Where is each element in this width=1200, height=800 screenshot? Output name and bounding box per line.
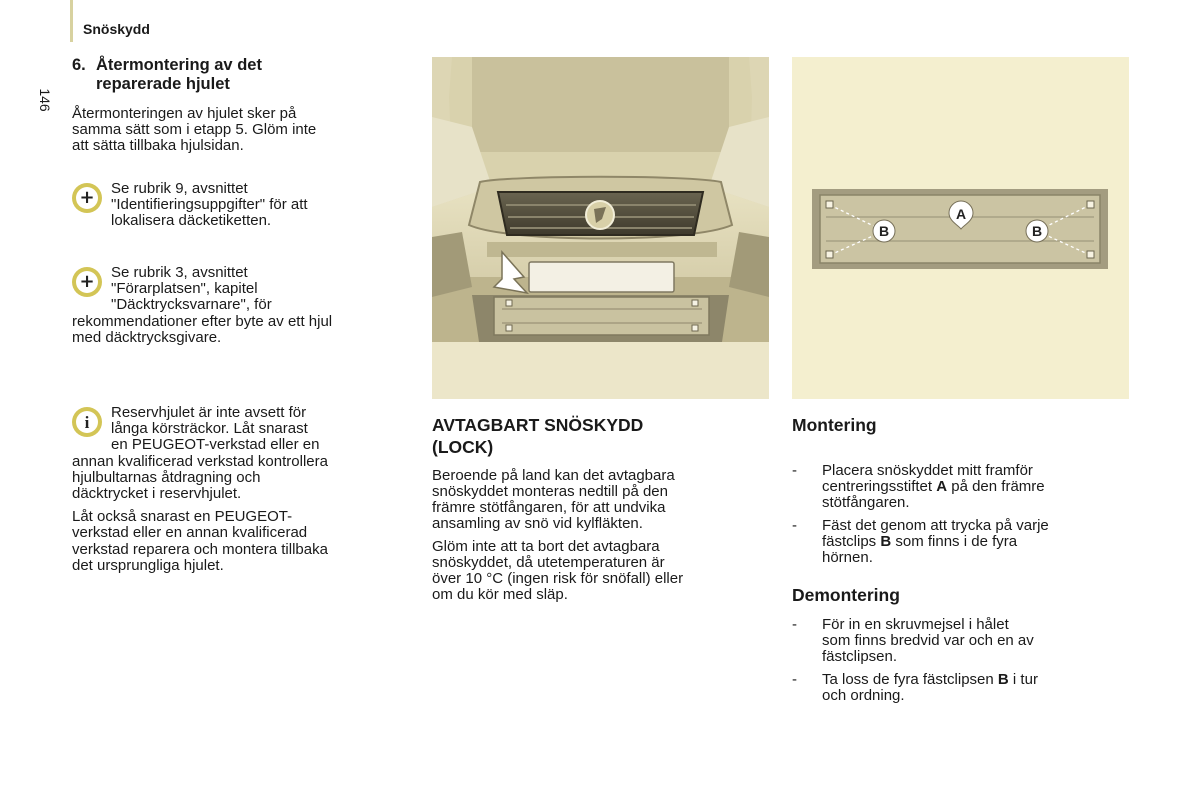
demontering-list	[792, 617, 1132, 710]
dash-marker: -	[792, 670, 797, 688]
text-line: fästclipsen.	[822, 648, 898, 666]
label-b-left: B	[878, 223, 890, 239]
text-line: som finns bredvid var och en av	[822, 632, 1034, 650]
text-line: snöskyddet, då utetemperaturen är	[432, 554, 665, 571]
page-number: 146	[37, 88, 53, 112]
dash-marker: -	[792, 516, 797, 534]
montering-heading: Montering	[792, 415, 877, 435]
text-line: långa körsträckor. Låt snarast	[111, 420, 308, 438]
text-line: Placera snöskyddet mitt framför	[822, 462, 1033, 479]
van-front-illustration	[432, 57, 769, 399]
text-line: stötfångaren.	[822, 494, 910, 512]
step-text	[822, 672, 1132, 704]
heading-line-2: reparerade hjulet	[96, 75, 230, 93]
intro-paragraph	[72, 106, 412, 154]
step-text	[822, 617, 1132, 666]
text-line: Återmonteringen av hjulet sker på	[72, 105, 297, 122]
text-line: om du kör med släp.	[432, 586, 568, 603]
snow-shield-detail-illustration	[792, 57, 1129, 399]
part-label: B	[880, 532, 892, 550]
text-line: rekommendationer efter byte av ett hjul	[72, 312, 333, 330]
text-line: Låt också snarast en PEUGEOT-	[72, 508, 293, 526]
montering-step	[792, 463, 1132, 512]
part-label: A	[936, 478, 948, 496]
text-line: det ursprungliga hjulet.	[72, 556, 224, 574]
note-identification	[72, 181, 412, 230]
text-line: snöskyddet monteras nedtill på den	[432, 483, 668, 500]
text-line: samma sätt som i etapp 5. Glöm inte	[72, 121, 317, 138]
text-line: främre stötfångaren, för att undvika	[432, 499, 666, 516]
montering-list	[792, 463, 1132, 572]
section-header: Snöskydd	[83, 21, 150, 37]
text-line: hörnen.	[822, 549, 873, 567]
label-b-left-marker	[873, 220, 895, 242]
text-line: verkstad eller en annan kvalificerad	[72, 524, 308, 542]
van-front-drawing	[432, 57, 769, 399]
part-label: B	[997, 670, 1009, 688]
text-line: "Däcktrycksvarnare", för	[111, 296, 272, 314]
note-spare-wheel	[72, 405, 412, 574]
dash-marker: -	[792, 616, 797, 633]
text-line: verkstad reparera och montera tillbaka	[72, 540, 328, 558]
text-line: Se rubrik 9, avsnittet	[111, 180, 248, 197]
text-line: en PEUGEOT-verkstad eller en	[111, 436, 320, 454]
snow-shield-paragraph-1	[432, 468, 772, 532]
snow-shield-paragraph-2	[432, 539, 772, 603]
label-b-right-marker	[1026, 220, 1048, 242]
demontering-step	[792, 617, 1132, 666]
text-line: fästclips B som finns i de fyra	[822, 532, 1018, 550]
removable-snow-shield-title	[432, 414, 772, 458]
heading-number: 6.	[72, 56, 86, 74]
dash-marker: -	[792, 462, 797, 479]
text-line: hjulbultarnas åtdragning och	[72, 468, 261, 486]
text-line: Fäst det genom att trycka på varje	[822, 516, 1049, 534]
text-line: För in en skruvmejsel i hålet	[822, 616, 1009, 633]
demontering-heading: Demontering	[792, 585, 900, 605]
text-line: ansamling av snö vid kylfläkten.	[432, 515, 643, 532]
section-6-heading	[72, 56, 412, 94]
plus-icon: +	[72, 267, 102, 297]
step-text	[822, 518, 1132, 567]
note-tyre-pressure	[72, 265, 412, 346]
header-accent-bar	[70, 0, 73, 42]
title-line-1: AVTAGBART SNÖSKYDD	[432, 415, 644, 435]
demontering-step	[792, 672, 1132, 704]
text-line: att sätta tillbaka hjulsidan.	[72, 137, 244, 154]
label-a: A	[955, 206, 967, 222]
text-line: centreringsstiftet A på den främre	[822, 478, 1045, 496]
text-line: annan kvalificerad verkstad kontrollera	[72, 452, 328, 470]
text-line: över 10 °C (ingen risk för snöfall) eller	[432, 570, 684, 587]
montering-step	[792, 518, 1132, 567]
text-line: Beroende på land kan det avtagbara	[432, 467, 675, 484]
text-line: Se rubrik 3, avsnittet	[111, 264, 248, 281]
text-line: Glöm inte att ta bort det avtagbara	[432, 538, 660, 555]
text-line: och ordning.	[822, 686, 905, 704]
text-line: "Förarplatsen", kapitel	[111, 280, 258, 298]
text-line: Reservhjulet är inte avsett för	[111, 404, 307, 421]
text-line: Ta loss de fyra fästclipsen B i tur	[822, 670, 1038, 688]
text-line: med däcktrycksgivare.	[72, 328, 222, 346]
text-line: "Identifieringsuppgifter" för att	[111, 196, 308, 214]
step-text	[822, 463, 1132, 512]
info-icon: i	[72, 407, 102, 437]
snow-shield-diagram	[792, 57, 1129, 399]
title-line-2: (LOCK)	[432, 437, 494, 457]
plus-icon: +	[72, 183, 102, 213]
text-line: däcktrycket i reservhjulet.	[72, 485, 242, 503]
heading-line-1: Återmontering av det	[96, 56, 262, 74]
text-line: lokalisera däcketiketten.	[111, 212, 272, 230]
label-b-right: B	[1031, 223, 1043, 239]
